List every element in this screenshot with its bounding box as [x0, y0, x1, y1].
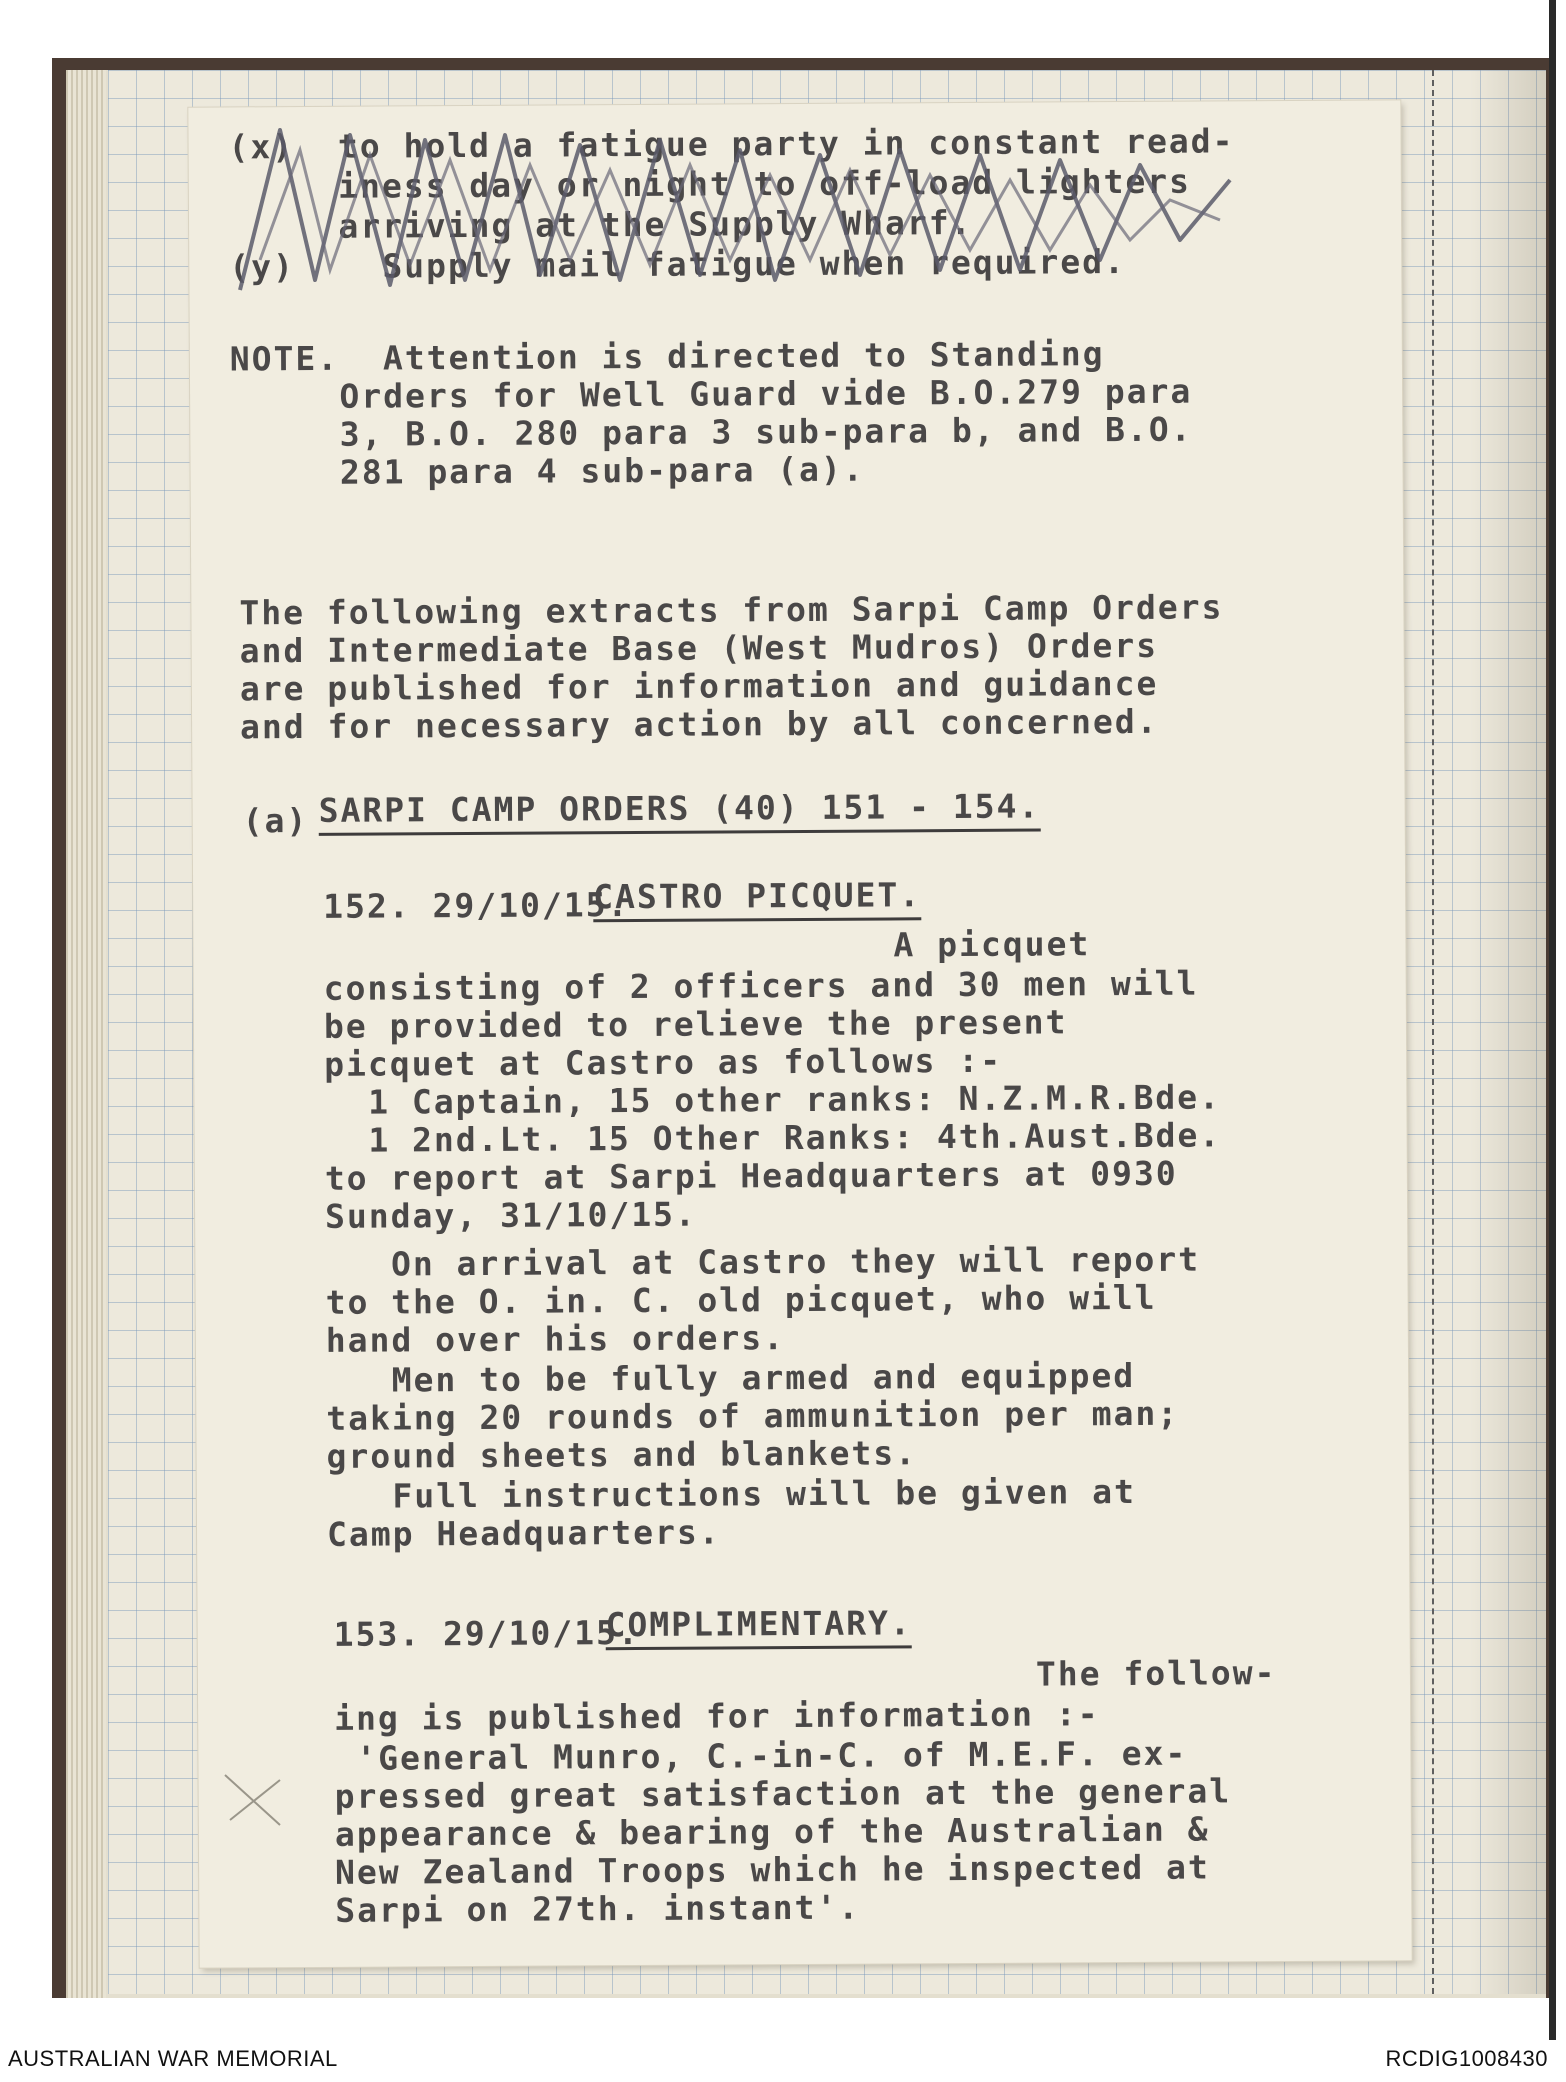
order-152-line-9: On arrival at Castro they will report	[325, 1239, 1201, 1284]
order-152-line-16: Camp Headquarters.	[326, 1512, 721, 1554]
order-152-line-13: taking 20 rounds of ammunition per man;	[326, 1393, 1180, 1438]
order-152-line-5: 1 Captain, 15 other ranks: N.Z.M.R.Bde.	[324, 1077, 1222, 1122]
order-152-line-2: consisting of 2 officers and 30 men will	[323, 963, 1199, 1008]
ledger-gutter-shadow	[1470, 70, 1546, 1994]
order-152-number: 152. 29/10/15.	[323, 885, 630, 926]
intro-line-3: are published for information and guidance	[239, 663, 1159, 709]
doc-line-3: arriving at the Supply Wharf.	[228, 202, 973, 247]
section-marker-a: (a)	[242, 801, 309, 841]
order-152-line-15: Full instructions will be given at	[326, 1471, 1137, 1516]
top-margin	[0, 0, 1566, 58]
note-line-4: 281 para 4 sub-para (a).	[230, 449, 865, 493]
typed-sheet	[188, 100, 1411, 1967]
note-line-2: Orders for Well Guard vide B.O.279 para	[229, 371, 1193, 417]
intro-line-2: and Intermediate Base (West Mudros) Orders	[239, 625, 1159, 671]
order-153-line-6: New Zealand Troops which he inspected at	[334, 1847, 1210, 1892]
footer-archive-name: AUSTRALIAN WAR MEMORIAL	[8, 2046, 338, 2071]
pencil-scribble	[220, 110, 1280, 310]
doc-line-1: (x) to hold a fatigue party in constant read-	[228, 121, 1235, 167]
order-152-line-1: A picquet	[893, 924, 1091, 965]
order-153-line-3: 'General Munro, C.-in-C. of M.E.F. ex-	[334, 1733, 1188, 1778]
order-153-line-4: pressed great satisfaction at the general	[334, 1771, 1232, 1816]
order-152-line-12: Men to be fully armed and equipped	[325, 1355, 1136, 1400]
order-153-line-1: The follow-	[1035, 1653, 1277, 1694]
page-edges	[66, 70, 106, 1998]
order-153-line-5: appearance & bearing of the Australian &	[334, 1809, 1210, 1854]
ledger-fold-line	[1432, 70, 1434, 1994]
pencil-x-mark	[220, 1770, 290, 1830]
intro-line-1: The following extracts from Sarpi Camp Orders	[239, 587, 1224, 633]
order-153-number: 153. 29/10/15.	[333, 1612, 640, 1654]
order-152-line-7: to report at Sarpi Headquarters at 0930	[324, 1153, 1178, 1198]
order-152-line-3: be provided to relieve the present	[323, 1002, 1068, 1046]
order-153-line-2: ing is published for information :-	[334, 1694, 1100, 1738]
order-153-line-7: Sarpi on 27th. instant'.	[335, 1887, 861, 1930]
note-line-1: NOTE. Attention is directed to Standing	[229, 334, 1105, 379]
intro-line-4: and for necessary action by all concerned.	[239, 701, 1159, 747]
order-152-line-11: hand over his orders.	[325, 1318, 786, 1360]
section-heading: SARPI CAMP ORDERS (40) 151 - 154.	[319, 787, 1041, 836]
order-152-line-4: picquet at Castro as follows :-	[324, 1040, 1003, 1084]
order-153-title: COMPLIMENTARY.	[605, 1603, 911, 1650]
scan-edge	[1549, 0, 1556, 2040]
order-152-line-10: to the O. in. C. old picquet, who will	[325, 1277, 1157, 1322]
order-152-line-8: Sunday, 31/10/15.	[324, 1194, 697, 1236]
doc-line-2: iness day or night to off-load lighters	[228, 161, 1192, 207]
order-152-line-14: ground sheets and blankets.	[326, 1433, 918, 1476]
order-152-title: CASTRO PICQUET.	[593, 875, 921, 922]
footer-record-id: RCDIG1008430	[1385, 2046, 1548, 2071]
order-152-line-6: 1 2nd.Lt. 15 Other Ranks: 4th.Aust.Bde.	[324, 1115, 1222, 1160]
note-line-3: 3, B.O. 280 para 3 sub-para b, and B.O.	[230, 409, 1193, 455]
typed-text	[188, 100, 1411, 1967]
doc-line-4: (y) Supply mail fatigue when required.	[229, 241, 1126, 287]
